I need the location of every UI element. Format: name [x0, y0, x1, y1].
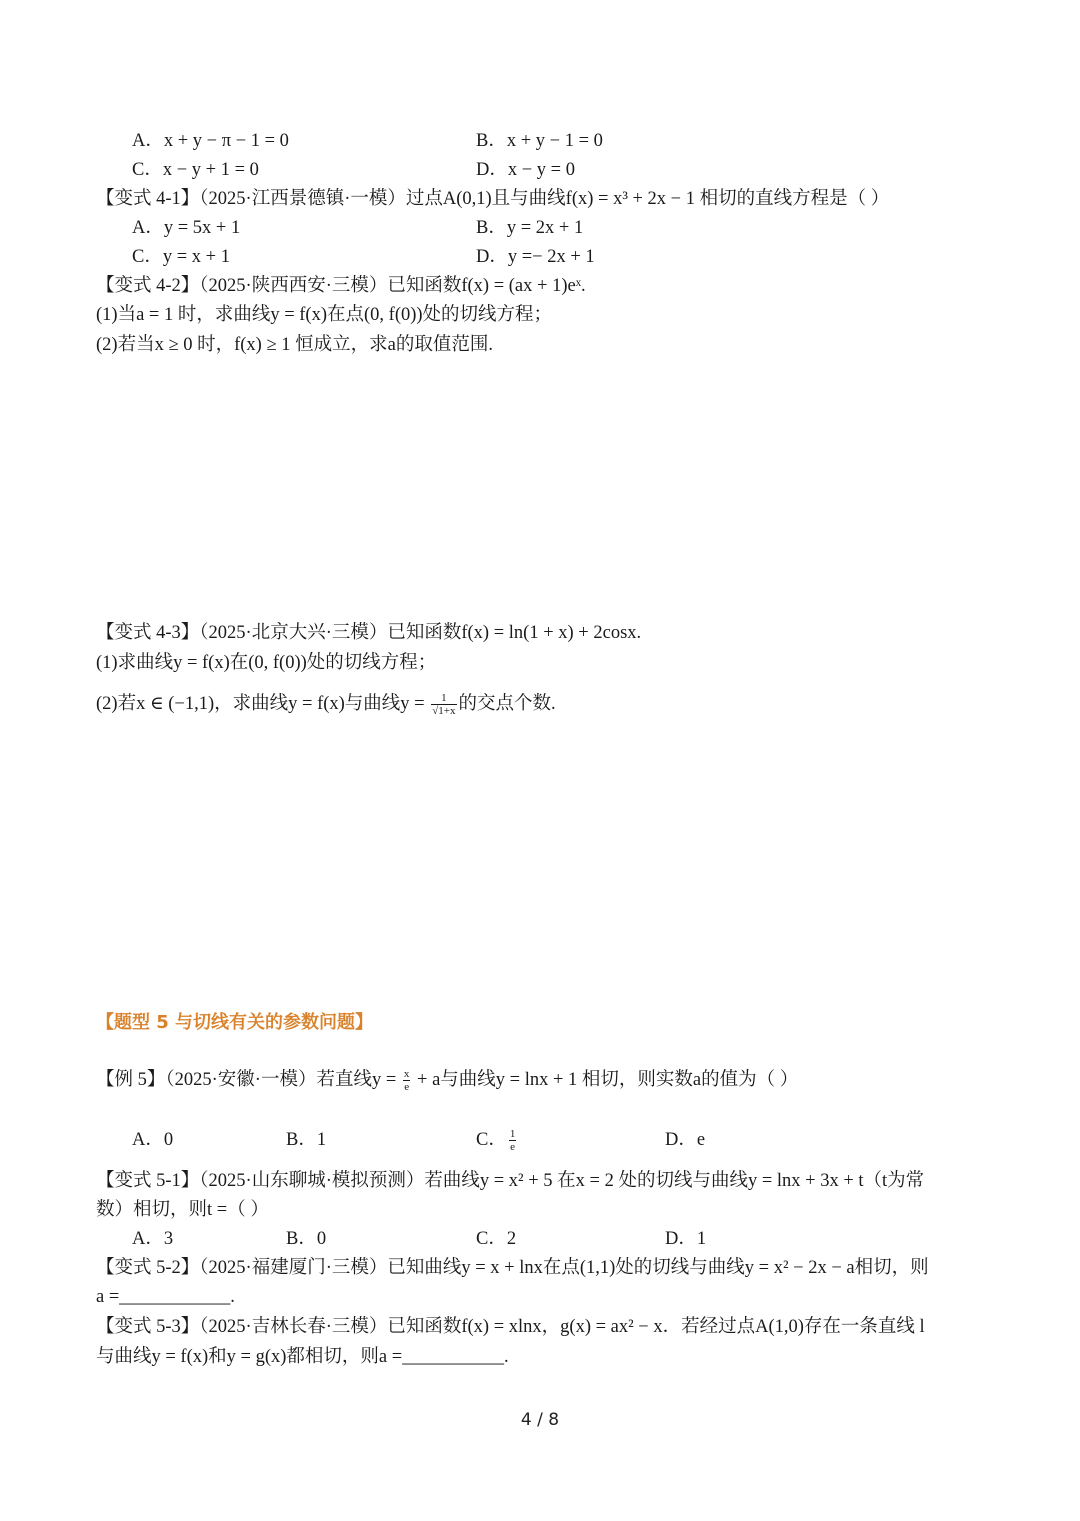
fraction	[431, 692, 456, 717]
option-d: D．e	[665, 1130, 706, 1150]
option-b: B．0	[286, 1229, 327, 1249]
variant-5-3-stem-cont: 与曲线y = f(x)和y = g(x)都相切，则a =___________.	[96, 1347, 509, 1367]
fraction-denominator: e	[510, 1141, 516, 1154]
option-a: A．3	[132, 1229, 174, 1249]
option-d: D．x − y = 0	[476, 160, 575, 180]
variant-4-3-part-2	[96, 690, 990, 718]
option-b: B．1	[286, 1130, 327, 1150]
example-5-suffix: + a与曲线y = lnx + 1 相切，则实数a的值为（ ）	[412, 1070, 799, 1090]
variant-4-3-stem: 【变式 4-3】（2025·北京大兴·三模）已知函数f(x) = ln(1 + x) + 2cosx.	[96, 623, 642, 643]
option-a: A．x + y − π − 1 = 0	[132, 131, 289, 151]
example-5-text: 【例 5】（2025·安徽·一模）若直线y =	[96, 1070, 401, 1090]
fraction	[509, 1128, 517, 1153]
variant-4-2-stem: 【变式 4-2】（2025·陕西西安·三模）已知函数f(x) = (ax + 1)eˣ.	[96, 276, 586, 296]
variant-4-2-part-2: (2)若当x ≥ 0 时，f(x) ≥ 1 恒成立，求a的取值范围.	[96, 335, 493, 355]
variant-5-2-stem: 【变式 5-2】（2025·福建厦门·三模）已知曲线y = x + lnx在点(1,1)处的切线与曲线y = x² − 2x − a相切，则	[96, 1258, 929, 1278]
variant-5-2-stem-cont: a =____________.	[96, 1287, 235, 1307]
part-2-text: (2)若x ∈ (−1,1)，求曲线y = f(x)与曲线y =	[96, 694, 430, 714]
option-c: C．x − y + 1 = 0	[132, 160, 259, 180]
option-b: B．x + y − 1 = 0	[476, 131, 603, 151]
fraction-numerator: 1	[431, 692, 456, 705]
part-2-suffix: 的交点个数.	[458, 694, 556, 714]
variant-5-3-stem: 【变式 5-3】（2025·吉林长春·三模）已知函数f(x) = xlnx，g(x) = ax² − x．若经过点A(1,0)存在一条直线 l	[96, 1317, 925, 1337]
fraction-numerator: x	[403, 1068, 410, 1081]
option-b: B．y = 2x + 1	[476, 218, 584, 238]
option-c-label: C．	[476, 1130, 507, 1150]
option-c: C．y = x + 1	[132, 247, 230, 267]
fraction-denominator: √1+x	[432, 705, 456, 718]
example-5-stem	[96, 1066, 990, 1094]
option-a: A．y = 5x + 1	[132, 218, 241, 238]
variant-5-1-stem-cont: 数）相切，则t =（ ）	[96, 1200, 269, 1220]
variant-4-3-part-1: (1)求曲线y = f(x)在(0, f(0))处的切线方程；	[96, 653, 437, 673]
variant-4-2-part-1: (1)当a = 1 时，求曲线y = f(x)在点(0, f(0))处的切线方程；	[96, 305, 553, 325]
section-heading: 【题型 5 与切线有关的参数问题】	[96, 1012, 374, 1033]
variant-5-1-stem: 【变式 5-1】（2025·山东聊城·模拟预测）若曲线y = x² + 5 在x = 2 处的切线与曲线y = lnx + 3x + t（t为常	[96, 1171, 925, 1191]
option-a: A．0	[132, 1130, 174, 1150]
variant-4-1-stem: 【变式 4-1】（2025·江西景德镇·一模）过点A(0,1)且与曲线f(x) = x³ + 2x − 1 相切的直线方程是（ ）	[96, 189, 890, 209]
fraction-denominator: e	[404, 1081, 410, 1094]
option-d: D．y =− 2x + 1	[476, 247, 595, 267]
option-c	[476, 1126, 518, 1154]
fraction-numerator: 1	[509, 1128, 516, 1141]
option-c: C．2	[476, 1229, 517, 1249]
page-number: 4 / 8	[520, 1410, 560, 1430]
option-d: D．1	[665, 1229, 707, 1249]
fraction	[403, 1068, 411, 1093]
